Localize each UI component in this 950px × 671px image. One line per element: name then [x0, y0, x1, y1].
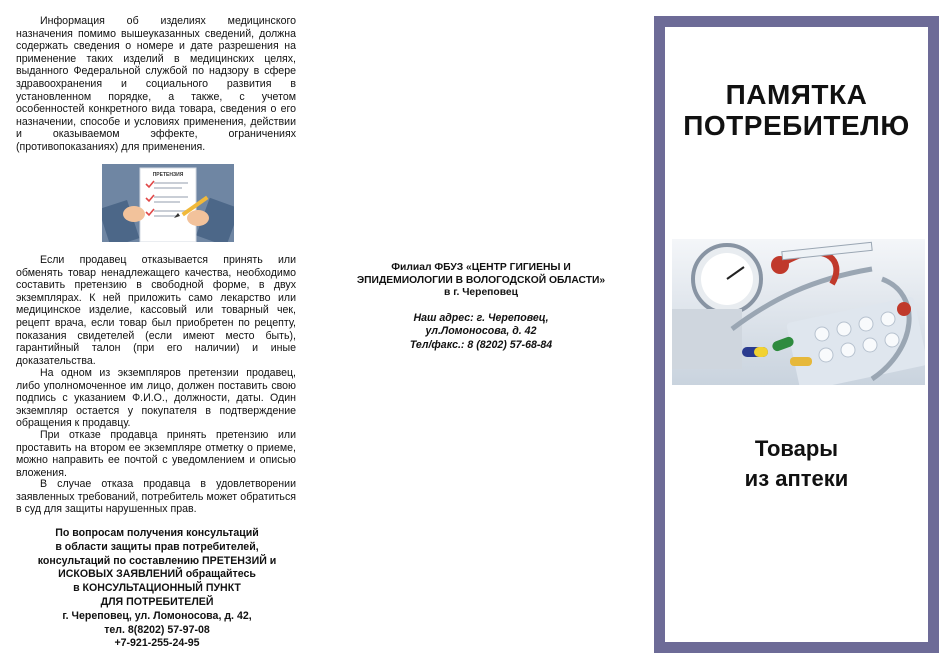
signature-paragraph: На одном из экземпляров претензии продавец, либо уполномоченное им лицо, должен поставить свою подпись с указанием Ф.И.О., должности, даты. Один экземпляр остается у покупателя в подтверждение обращения к продавцу. [16, 367, 296, 430]
info-paragraph: Информация об изделиях медицинского назначения помимо вышеуказанных сведений, должна содержать сведения о номере и дате разрешения на применение таких изделий в медицинских целях, выданного Федеральной службой по надзору в сфере здравоохранения и социального развития в установленном порядке, а также, с учетом особенностей конкретного вида товара, сведения о его назначении, способе и условиях применения, действии и оказываемом эффекте, ограничениях (противопоказаниях) для применения. [16, 15, 296, 153]
contact-line: ДЛЯ ПОТРЕБИТЕЛЕЙ [100, 595, 214, 608]
address-line: ул.Ломоносова, д. 42 [425, 325, 537, 338]
cover-page [665, 27, 928, 642]
org-name-line: Филиал ФБУЗ «ЦЕНТР ГИГИЕНЫ И [391, 262, 571, 273]
left-panel [0, 0, 320, 671]
contact-address: г. Череповец, ул. Ломоносова, д. 42, [62, 609, 252, 622]
consultation-contact-block [12, 527, 302, 651]
medical-supplies-photo [672, 239, 925, 385]
claim-paragraph: Если продавец отказывается принять или обменять товар ненадлежащего качества, необходимо составить претензию в свободной форме, в двух экземплярах. К ней приложить само лекарство или медицинское изделие, кассовый или товарный чек, рецепт врача, если товар был приобретен по рецепту, показания свидетелей (если имеют место быть), гарантийный талон (при его наличии) и иные доказательства. [16, 254, 296, 367]
cover-subtitle [665, 434, 928, 494]
contact-line: в области защиты прав потребителей, [55, 540, 259, 553]
claim-label: ПРЕТЕНЗИЯ [152, 172, 184, 178]
organization-panel [322, 262, 640, 352]
contact-line: в КОНСУЛЬТАЦИОННЫЙ ПУНКТ [73, 582, 241, 595]
phone-fax-line: Тел/факс.: 8 (8202) 57-68-84 [409, 338, 553, 351]
contact-line: По вопросам получения консультаций [55, 527, 259, 539]
contact-line: ИСКОВЫХ ЗАЯВЛЕНИЙ обращайтесь [58, 568, 256, 581]
org-city-line: в г. Череповец [444, 287, 518, 299]
org-name-line: ЭПИДЕМИОЛОГИИ В ВОЛОГОДСКОЙ ОБЛАСТИ» [356, 274, 606, 286]
claim-illustration-image [102, 164, 234, 242]
cover-title [665, 79, 928, 141]
subtitle-line: Товары [754, 436, 839, 461]
contact-phone: тел. 8(8202) 57-97-08 [104, 623, 210, 636]
contact-mobile: +7-921-255-24-95 [114, 637, 200, 650]
org-address-block [322, 312, 640, 352]
title-line: ПАМЯТКА [725, 79, 868, 110]
title-line: ПОТРЕБИТЕЛЮ [683, 110, 910, 141]
mail-paragraph: При отказе продавца принять претензию или проставить на втором ее экземпляре отметку о приеме, можно направить ее почтой с уведомлением и описью вложения. [16, 429, 296, 479]
address-line: Наш адрес: г. Череповец, [413, 311, 549, 324]
court-paragraph: В случае отказа продавца в удовлетворении заявленных требований, потребитель может обратиться в суд для защиты нарушенных прав. [16, 478, 296, 516]
cover-frame [654, 16, 939, 653]
contact-line: консультаций по составлению ПРЕТЕНЗИЙ и [37, 554, 277, 567]
subtitle-line: из аптеки [744, 466, 849, 491]
